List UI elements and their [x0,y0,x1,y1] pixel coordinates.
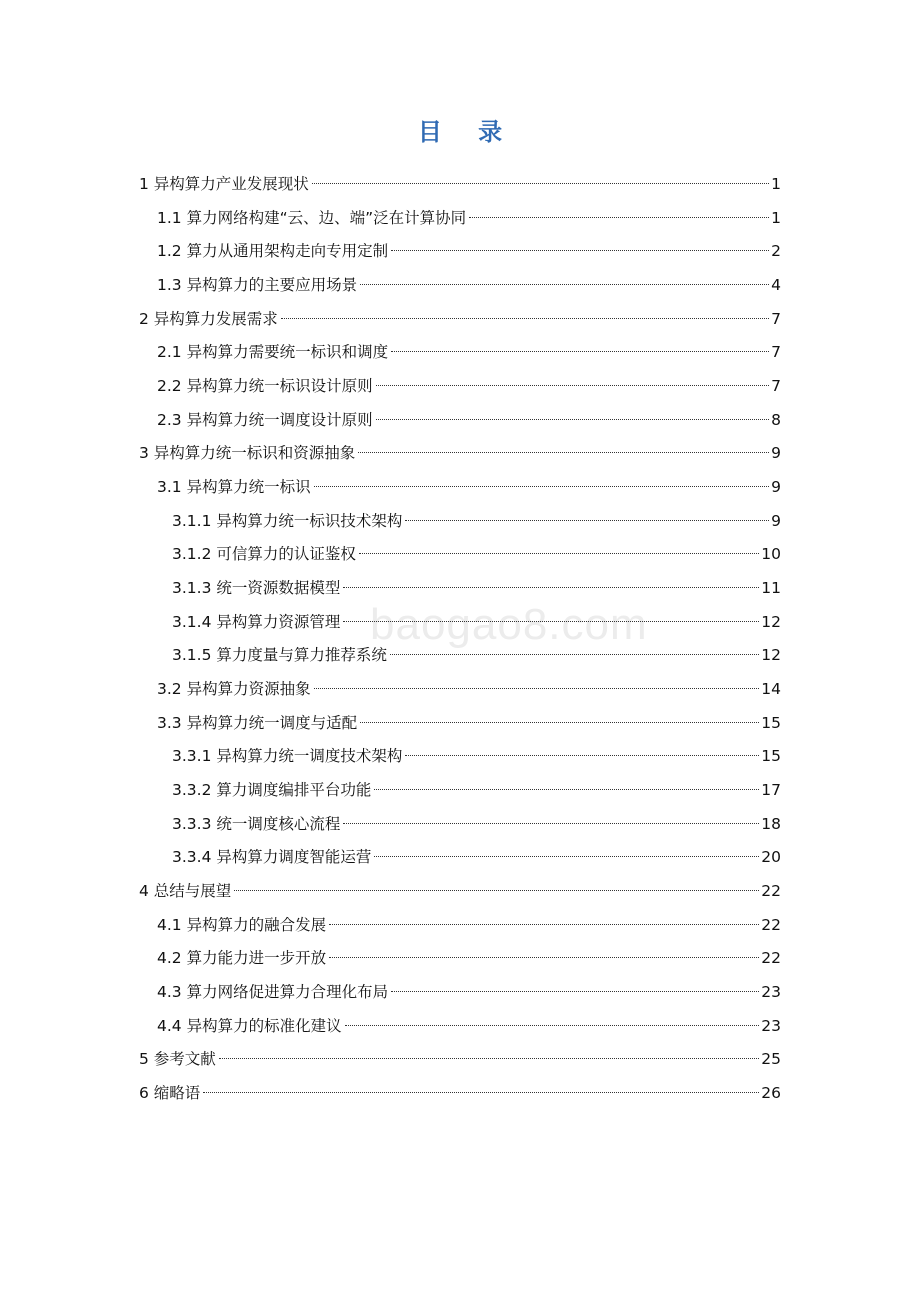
toc-entry[interactable] [157,1014,781,1038]
toc-entry[interactable] [139,307,781,331]
toc-leader-dots [374,856,759,857]
toc-leader-dots [203,1092,759,1093]
toc-entry-page: 12 [761,613,781,631]
toc-entry-page: 9 [771,512,781,530]
toc-entry[interactable] [157,946,781,970]
toc-entry-label: 3.3.4 异构算力调度智能运营 [172,848,372,866]
toc-entry[interactable] [157,913,781,937]
toc-entry-page: 7 [771,343,781,361]
toc-leader-dots [343,587,759,588]
toc-leader-dots [234,890,759,891]
toc-entry-label: 3.1.1 异构算力统一标识技术架构 [172,512,403,530]
toc-entry[interactable] [139,1047,781,1071]
toc-entry[interactable] [139,172,781,196]
toc-leader-dots [358,452,769,453]
toc-entry-page: 15 [761,714,781,732]
toc-leader-dots [360,284,769,285]
toc-entry[interactable] [157,206,781,230]
toc-leader-dots [281,318,769,319]
toc-entry[interactable] [139,441,781,465]
toc-entry-label: 1.1 算力网络构建“云、边、端”泛在计算协同 [157,209,467,227]
toc-entry[interactable] [172,744,781,768]
toc-leader-dots [374,789,759,790]
toc-entry[interactable] [139,1081,781,1105]
toc-entry-page: 4 [771,276,781,294]
toc-entry-label: 4 总结与展望 [139,882,232,900]
toc-entry-page: 7 [771,310,781,328]
toc-entry[interactable] [172,812,781,836]
toc-entry-page: 26 [761,1084,781,1102]
toc-entry-page: 20 [761,848,781,866]
toc-leader-dots [359,553,759,554]
toc-entry-label: 3.1 异构算力统一标识 [157,478,311,496]
toc-entry-label: 3.1.2 可信算力的认证鉴权 [172,545,356,563]
toc-entry-label: 5 参考文献 [139,1050,216,1068]
toc-entry[interactable] [172,610,781,634]
toc-entry-page: 11 [761,579,781,597]
toc-entry-page: 18 [761,815,781,833]
toc-leader-dots [376,385,770,386]
toc-entry-page: 10 [761,545,781,563]
toc-entry-page: 9 [771,478,781,496]
toc-entry-page: 9 [771,444,781,462]
toc-entry[interactable] [157,677,781,701]
toc-leader-dots [391,250,769,251]
toc-entry[interactable] [172,778,781,802]
toc-entry-label: 2 异构算力发展需求 [139,310,278,328]
toc-entry-label: 1.3 异构算力的主要应用场景 [157,276,358,294]
toc-entry-page: 22 [761,949,781,967]
toc-entry-label: 3.3.1 异构算力统一调度技术架构 [172,747,403,765]
toc-entry-label: 1.2 算力从通用架构走向专用定制 [157,242,389,260]
toc-leader-dots [312,183,769,184]
toc-leader-dots [405,520,769,521]
toc-leader-dots [405,755,759,756]
toc-leader-dots [329,924,759,925]
toc-entry-label: 2.3 异构算力统一调度设计原则 [157,411,373,429]
toc-leader-dots [391,991,759,992]
toc-entry-label: 3.3.3 统一调度核心流程 [172,815,341,833]
toc-leader-dots [219,1058,759,1059]
toc-entry-page: 1 [771,209,781,227]
toc-entry-page: 23 [761,1017,781,1035]
watermark: baogao8.com [370,600,648,649]
toc-entry-page: 2 [771,242,781,260]
toc-entry[interactable] [157,980,781,1004]
toc-entry-page: 14 [761,680,781,698]
toc-entry-label: 3 异构算力统一标识和资源抽象 [139,444,356,462]
toc-leader-dots [391,351,769,352]
toc-entry-label: 4.3 算力网络促进算力合理化布局 [157,983,389,1001]
toc-leader-dots [329,957,759,958]
toc-entry-label: 4.2 算力能力进一步开放 [157,949,327,967]
toc-entry-page: 25 [761,1050,781,1068]
toc-leader-dots [343,823,759,824]
toc-entry-label: 6 缩略语 [139,1084,201,1102]
toc-leader-dots [469,217,769,218]
toc-entry-label: 2.2 异构算力统一标识设计原则 [157,377,373,395]
toc-leader-dots [360,722,759,723]
toc-entry[interactable] [157,711,781,735]
toc-entry[interactable] [157,239,781,263]
toc-entry[interactable] [172,576,781,600]
toc-entry[interactable] [157,374,781,398]
toc-entry[interactable] [172,845,781,869]
toc-entry-page: 22 [761,916,781,934]
toc-entry-page: 8 [771,411,781,429]
toc-entry-label: 2.1 异构算力需要统一标识和调度 [157,343,389,361]
toc-leader-dots [390,654,759,655]
toc-entry-label: 1 异构算力产业发展现状 [139,175,309,193]
toc-entry-page: 12 [761,646,781,664]
toc-leader-dots [314,688,760,689]
toc-entry-label: 3.1.3 统一资源数据模型 [172,579,341,597]
toc-entry[interactable] [157,475,781,499]
toc-entry[interactable] [157,273,781,297]
toc-entry[interactable] [157,408,781,432]
toc-entry-label: 4.4 异构算力的标准化建议 [157,1017,342,1035]
toc-entry[interactable] [172,509,781,533]
toc-entry-page: 15 [761,747,781,765]
toc-entry[interactable] [172,542,781,566]
toc-leader-dots [343,621,759,622]
toc-entry[interactable] [139,879,781,903]
toc-leader-dots [314,486,770,487]
toc-entry-label: 3.1.5 算力度量与算力推荐系统 [172,646,387,664]
toc-entry-page: 7 [771,377,781,395]
toc-entry-label: 3.2 异构算力资源抽象 [157,680,311,698]
toc-entry-label: 4.1 异构算力的融合发展 [157,916,327,934]
toc-entry-label: 3.3 异构算力统一调度与适配 [157,714,358,732]
toc-entry-page: 1 [771,175,781,193]
toc-entry-page: 23 [761,983,781,1001]
toc-entry-label: 3.1.4 异构算力资源管理 [172,613,341,631]
toc-leader-dots [376,419,770,420]
toc-entry[interactable] [172,643,781,667]
toc-leader-dots [345,1025,760,1026]
toc-entry-page: 22 [761,882,781,900]
toc-entry[interactable] [157,340,781,364]
toc-entry-page: 17 [761,781,781,799]
page-title: 目 录 [417,118,517,146]
toc-entry-label: 3.3.2 算力调度编排平台功能 [172,781,372,799]
